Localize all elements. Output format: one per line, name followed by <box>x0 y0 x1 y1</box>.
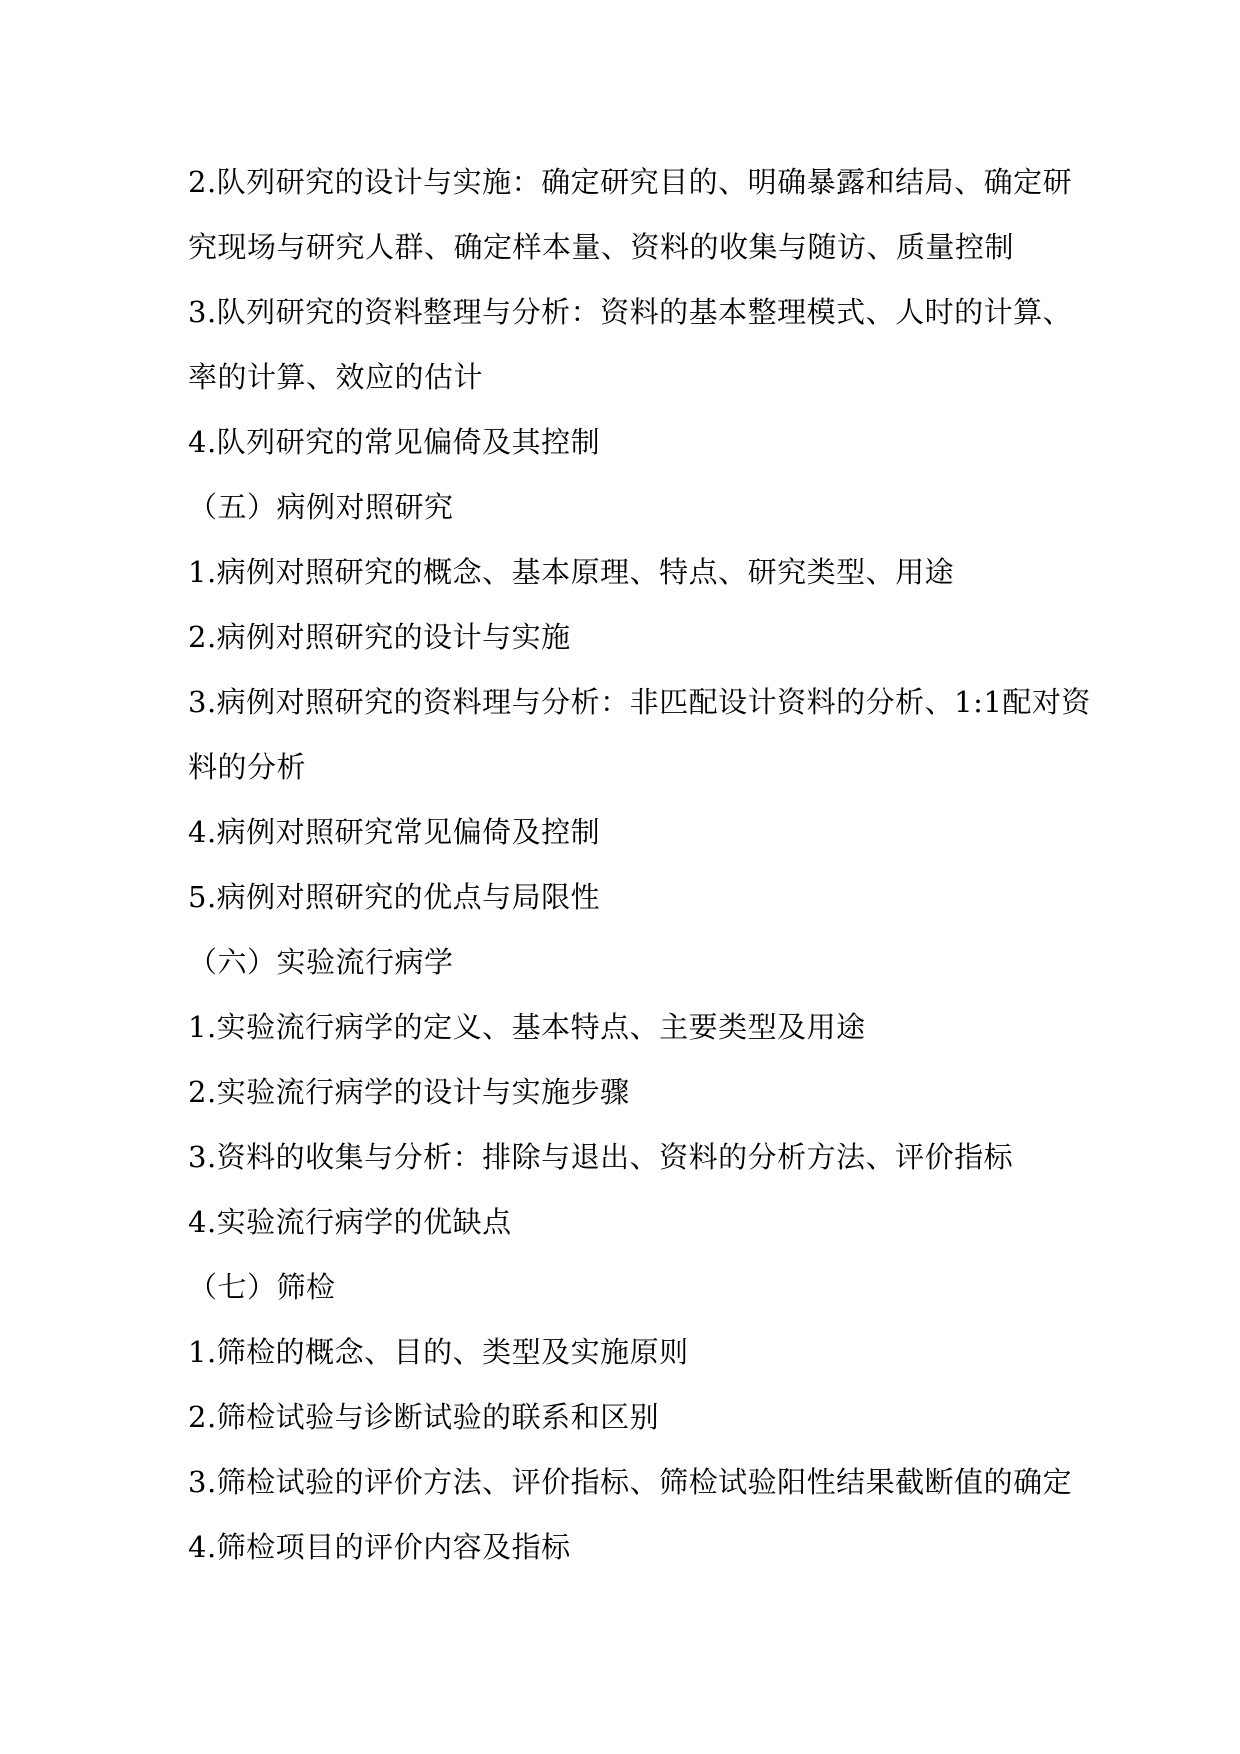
section-heading: （六）实验流行病学 <box>188 945 454 979</box>
outline-item: 1.筛检的概念、目的、类型及实施原则 <box>188 1335 689 1369</box>
section-heading: （五）病例对照研究 <box>188 490 454 524</box>
outline-item: 4.实验流行病学的优缺点 <box>188 1205 512 1239</box>
outline-item: 4.筛检项目的评价内容及指标 <box>188 1530 571 1564</box>
outline-item: 3.筛检试验的评价方法、评价指标、筛检试验阳性结果截断值的确定 <box>188 1465 1073 1499</box>
outline-item: 3.病例对照研究的资料理与分析：非匹配设计资料的分析、1:1配对资 <box>188 685 1091 719</box>
outline-item: 1.病例对照研究的概念、基本原理、特点、研究类型、用途 <box>188 555 955 589</box>
document-body <box>188 150 1091 1580</box>
outline-item: 3.队列研究的资料整理与分析：资料的基本整理模式、人时的计算、 <box>188 295 1073 329</box>
outline-item: 2.实验流行病学的设计与实施步骤 <box>188 1075 630 1109</box>
outline-item: 3.资料的收集与分析：排除与退出、资料的分析方法、评价指标 <box>188 1140 1014 1174</box>
outline-item: 2.病例对照研究的设计与实施 <box>188 620 571 654</box>
outline-item-continuation: 料的分析 <box>188 750 307 784</box>
outline-item: 1.实验流行病学的定义、基本特点、主要类型及用途 <box>188 1010 866 1044</box>
outline-item-continuation: 究现场与研究人群、确定样本量、资料的收集与随访、质量控制 <box>188 230 1015 264</box>
outline-item: 2.队列研究的设计与实施：确定研究目的、明确暴露和结局、确定研 <box>188 165 1073 199</box>
outline-item: 5.病例对照研究的优点与局限性 <box>188 880 601 914</box>
outline-item-continuation: 率的计算、效应的估计 <box>188 360 484 394</box>
outline-item: 4.病例对照研究常见偏倚及控制 <box>188 815 601 849</box>
outline-item: 4.队列研究的常见偏倚及其控制 <box>188 425 601 459</box>
outline-item: 2.筛检试验与诊断试验的联系和区别 <box>188 1400 660 1434</box>
section-heading: （七）筛检 <box>188 1270 336 1304</box>
